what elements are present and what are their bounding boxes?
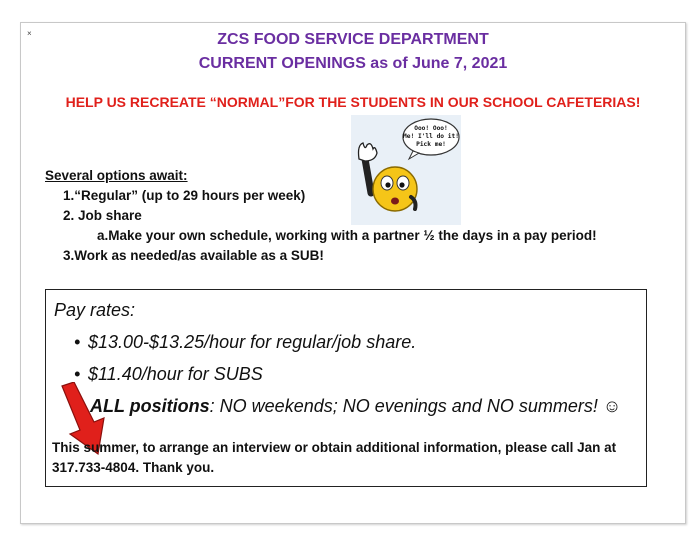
all-positions-text: : NO weekends; NO evenings and NO summers! ☺ — [209, 396, 622, 416]
speech-line-1: Ooo! Ooo! — [414, 125, 448, 132]
pay-heading: Pay rates: — [54, 300, 136, 320]
flyer-page — [20, 22, 686, 524]
pay-rates-box — [45, 289, 647, 487]
speech-line-3: Pick me! — [416, 141, 446, 148]
all-positions-label: ALL positions — [90, 396, 210, 416]
pay-rate-regular-text: $13.00-$13.25/hour for regular/job share. — [88, 332, 417, 352]
banner-text: HELP US RECREATE “NORMAL”FOR THE STUDENTS IN OUR SCHOOL CAFETERIAS! — [65, 94, 641, 110]
speech-line-2: Me! I'll do it! — [403, 133, 459, 140]
page-subtitle: CURRENT OPENINGS as of June 7, 2021 — [198, 55, 508, 72]
option-subitem-schedule: a.Make your own schedule, working with a partner ½ the days in a pay period! — [97, 228, 597, 243]
bullet-icon: • — [74, 332, 81, 352]
pay-rate-subs-text: $11.40/hour for SUBS — [88, 364, 263, 384]
pay-rate-regular — [54, 326, 621, 358]
option-item-regular: 1.“Regular” (up to 29 hours per week) — [63, 188, 306, 203]
option-item-sub: 3.Work as needed/as available as a SUB! — [63, 248, 324, 263]
options-heading: Several options await: — [45, 168, 188, 183]
page-title: ZCS FOOD SERVICE DEPARTMENT — [217, 31, 489, 48]
pay-rate-subs — [54, 358, 621, 390]
bullet-icon: • — [74, 364, 81, 384]
option-item-job-share: 2. Job share — [63, 208, 142, 223]
contact-info: This summer, to arrange an interview or obtain additional information, please call Jan at 317.733-4804. Thank you. — [52, 440, 617, 475]
all-positions-line — [54, 390, 621, 422]
pay-rates-section — [54, 294, 621, 422]
options-section — [45, 168, 597, 266]
corner-mark: × — [27, 29, 32, 38]
